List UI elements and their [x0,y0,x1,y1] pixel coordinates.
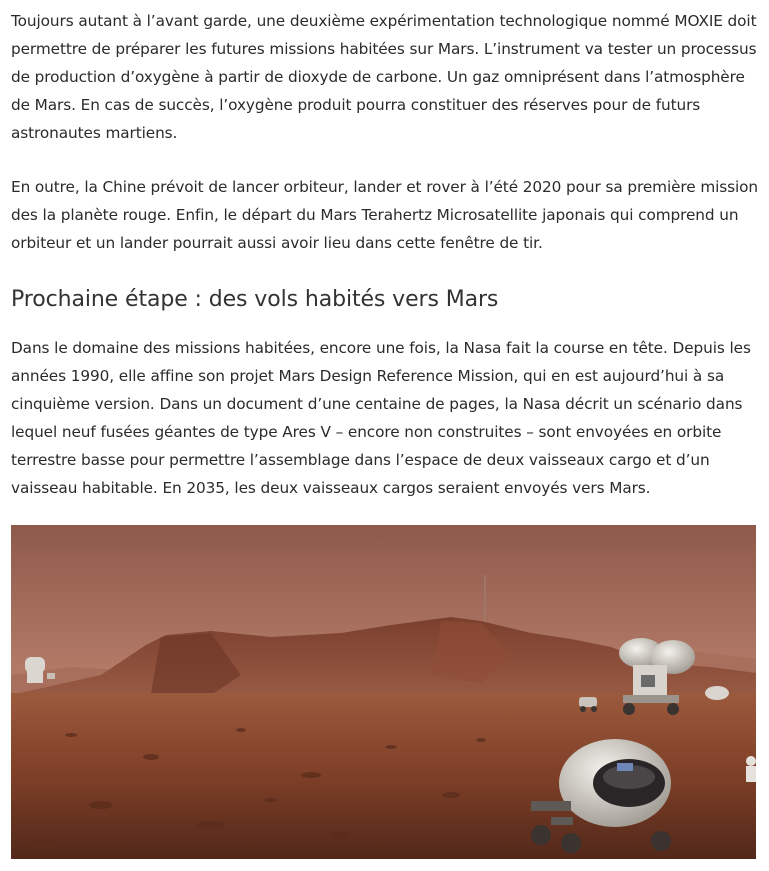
section-heading: Prochaine étape : des vols habités vers Mars [11,287,499,312]
astronaut [746,756,756,782]
paragraph-moxie: Toujours autant à l’avant garde, une deuxième expérimentation technologique nommé MOXIE doit permettre de préparer les futures missions habitées sur Mars. L’instrument va tester un processus de production d’oxygène à partir de dioxyde de carbone. Un gaz omniprésent dans l’atmosphère de Mars. En cas de succès, l’oxygène produit pourra constituer des réserves pour de futurs astronautes martiens. [11,12,757,142]
paragraph-china-japan: En outre, la Chine prévoit de lancer orbiteur, lander et rover à l’été 2020 pour sa première mission des la planète rouge. Enfin, le départ du Mars Terahertz Microsatellite japonais qui comprend un orbiteur et un lander pourrait aussi avoir lieu dans cette fenêtre de tir. [11,178,759,252]
paragraph-nasa-mission: Dans le domaine des missions habitées, encore une fois, la Nasa fait la course en tête. Depuis les années 1990, elle affine son projet Mars Design Reference Mission, qui en est aujourd’hui à sa cinquième version. Dans un document d’une centaine de pages, la Nasa décrit un scénario dans lequel neuf fusées géantes de type Ares V – encore non construites – sont envoyées en orbite terrestre basse pour permettre l’assemblage dans l’espace de deux vaisseaux cargo et d’un vaisseau habitable. En 2035, les deux vaisseaux cargos seraient envoyés vers Mars. [11,339,751,497]
small-pod [705,686,729,700]
mars-base-illustration [11,525,756,859]
